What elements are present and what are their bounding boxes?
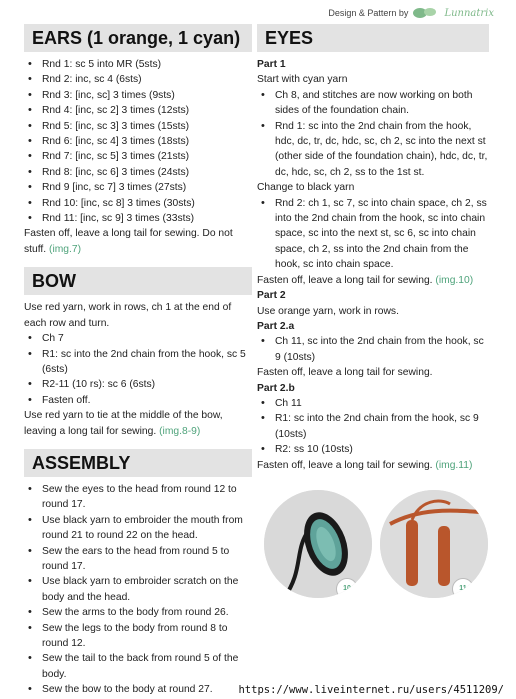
right-column bbox=[257, 24, 489, 473]
bow-note bbox=[24, 408, 252, 439]
logo-text: Lunnatrix bbox=[444, 7, 494, 19]
image-reference: (img.10) bbox=[435, 274, 474, 286]
image-reference: (img.7) bbox=[49, 243, 82, 255]
image-reference: (img.11) bbox=[435, 459, 473, 471]
left-column bbox=[24, 24, 252, 698]
list-item: • Sew the bow to the body at round 27. bbox=[24, 682, 252, 697]
photo-number-badge: 11 bbox=[452, 578, 474, 598]
part2a-label: Part 2.a bbox=[257, 320, 295, 332]
credit-text: Design & Pattern by bbox=[328, 8, 409, 18]
list-item: • Fasten off. bbox=[24, 393, 252, 408]
assembly-title: ASSEMBLY bbox=[24, 449, 252, 477]
list-item: • Rnd 2: inc, sc 4 (6sts) bbox=[24, 72, 252, 87]
note-text: Fasten off, leave a long tail for sewing. Do not stuff. bbox=[24, 228, 233, 255]
note-text: Fasten off, leave a long tail for sewing. bbox=[257, 274, 433, 286]
list-item: • Use black yarn to embroider the mouth from round 21 to round 22 on the head. bbox=[24, 513, 252, 544]
photo-number-badge: 10 bbox=[336, 578, 358, 598]
list-item: • R1: sc into the 2nd chain from the hook, sc 9 (10sts) bbox=[257, 411, 489, 442]
list-item: • Rnd 9 [inc, sc 7] 3 times (27sts) bbox=[24, 180, 252, 195]
list-item: • Sew the tail to the back from round 5 of the body. bbox=[24, 651, 252, 682]
list-item: • Rnd 3: [inc, sc] 3 times (9sts) bbox=[24, 88, 252, 103]
list-item: • Rnd 5: [inc, sc 3] 3 times (15sts) bbox=[24, 119, 252, 134]
bow-title: BOW bbox=[24, 267, 252, 295]
part2b-note bbox=[257, 458, 489, 473]
part2b-label: Part 2.b bbox=[257, 382, 295, 394]
part1-intro: Start with cyan yarn bbox=[257, 74, 348, 86]
part2b-steps bbox=[257, 396, 489, 458]
eyes-title: EYES bbox=[257, 24, 489, 52]
list-item: • Ch 11, sc into the 2nd chain from the hook, sc 9 (10sts) bbox=[257, 334, 489, 365]
list-item: • Rnd 7: [inc, sc 5] 3 times (21sts) bbox=[24, 149, 252, 164]
eye-photo bbox=[264, 490, 372, 598]
list-item: • Sew the arms to the body from round 26. bbox=[24, 605, 252, 620]
design-credit bbox=[328, 6, 494, 20]
list-item: • R1: sc into the 2nd chain from the hook, sc 5 (6sts) bbox=[24, 347, 252, 378]
part1-change: Change to black yarn bbox=[257, 182, 355, 194]
part2-label: Part 2 bbox=[257, 290, 286, 302]
bow-intro: Use red yarn, work in rows, ch 1 at the end of each row and turn. bbox=[24, 302, 232, 329]
brand-logo bbox=[412, 6, 494, 20]
note-text: Use red yarn to tie at the middle of the bow, leaving a long tail for sewing. bbox=[24, 410, 223, 437]
list-item: • Rnd 1: sc 5 into MR (5sts) bbox=[24, 57, 252, 72]
list-item: • Ch 7 bbox=[24, 331, 252, 346]
list-item: • Sew the ears to the head from round 5 to round 17. bbox=[24, 544, 252, 575]
part1-note bbox=[257, 273, 489, 288]
part1-label: Part 1 bbox=[257, 59, 286, 70]
ears-rounds bbox=[24, 57, 252, 226]
list-item: • Rnd 11: [inc, sc 9] 3 times (33sts) bbox=[24, 211, 252, 226]
photo-row bbox=[262, 490, 490, 602]
list-item: • Rnd 4: [inc, sc 2] 3 times (12sts) bbox=[24, 103, 252, 118]
list-item: • R2: ss 10 (10sts) bbox=[257, 442, 489, 457]
list-item: • Sew the eyes to the head from round 12 to round 17. bbox=[24, 482, 252, 513]
part2a-steps bbox=[257, 334, 489, 365]
list-item: • Ch 11 bbox=[257, 396, 489, 411]
list-item: • Sew the legs to the body from round 8 to round 12. bbox=[24, 621, 252, 652]
leaf-icon bbox=[412, 6, 442, 20]
assembly-steps bbox=[24, 482, 252, 698]
list-item: • Rnd 1: sc into the 2nd chain from the hook, hdc, dc, tr, dc, hdc, sc, ch 2, sc into the next st (other side of the foundation chain), hdc, dc, tr, dc, hdc, sc, ch 2, ss to the 1st st. bbox=[257, 119, 489, 181]
part2a-note: Fasten off, leave a long tail for sewing. bbox=[257, 367, 433, 379]
list-item: • Rnd 8: [inc, sc 6] 3 times (24sts) bbox=[24, 165, 252, 180]
source-url[interactable]: https://www.liveinternet.ru/users/4511209/ bbox=[238, 684, 504, 696]
list-item: • Rnd 2: ch 1, sc 7, sc into chain space, ch 2, ss into the 2nd chain from the hook, sc into chain space, sc into the next st, sc 6, sc into chain space, ch 2, ss into the 2nd chain from the hook, sc into chain space. bbox=[257, 196, 489, 273]
ears-note bbox=[24, 226, 252, 257]
part1-steps2 bbox=[257, 196, 489, 273]
list-item: • Ch 8, and stitches are now working on both sides of the foundation chain. bbox=[257, 88, 489, 119]
list-item: • Rnd 10: [inc, sc 8] 3 times (30sts) bbox=[24, 196, 252, 211]
ears-title: EARS (1 orange, 1 cyan) bbox=[24, 24, 252, 52]
list-item: • R2-11 (10 rs): sc 6 (6sts) bbox=[24, 377, 252, 392]
part1-steps bbox=[257, 88, 489, 180]
list-item: • Rnd 6: [inc, sc 4] 3 times (18sts) bbox=[24, 134, 252, 149]
note-text: Fasten off, leave a long tail for sewing. bbox=[257, 459, 433, 471]
strips-photo bbox=[380, 490, 488, 598]
image-reference: (img.8-9) bbox=[159, 425, 201, 437]
list-item: • Use black yarn to embroider scratch on the body and the head. bbox=[24, 574, 252, 605]
part2-intro: Use orange yarn, work in rows. bbox=[257, 305, 399, 317]
bow-steps bbox=[24, 331, 252, 408]
